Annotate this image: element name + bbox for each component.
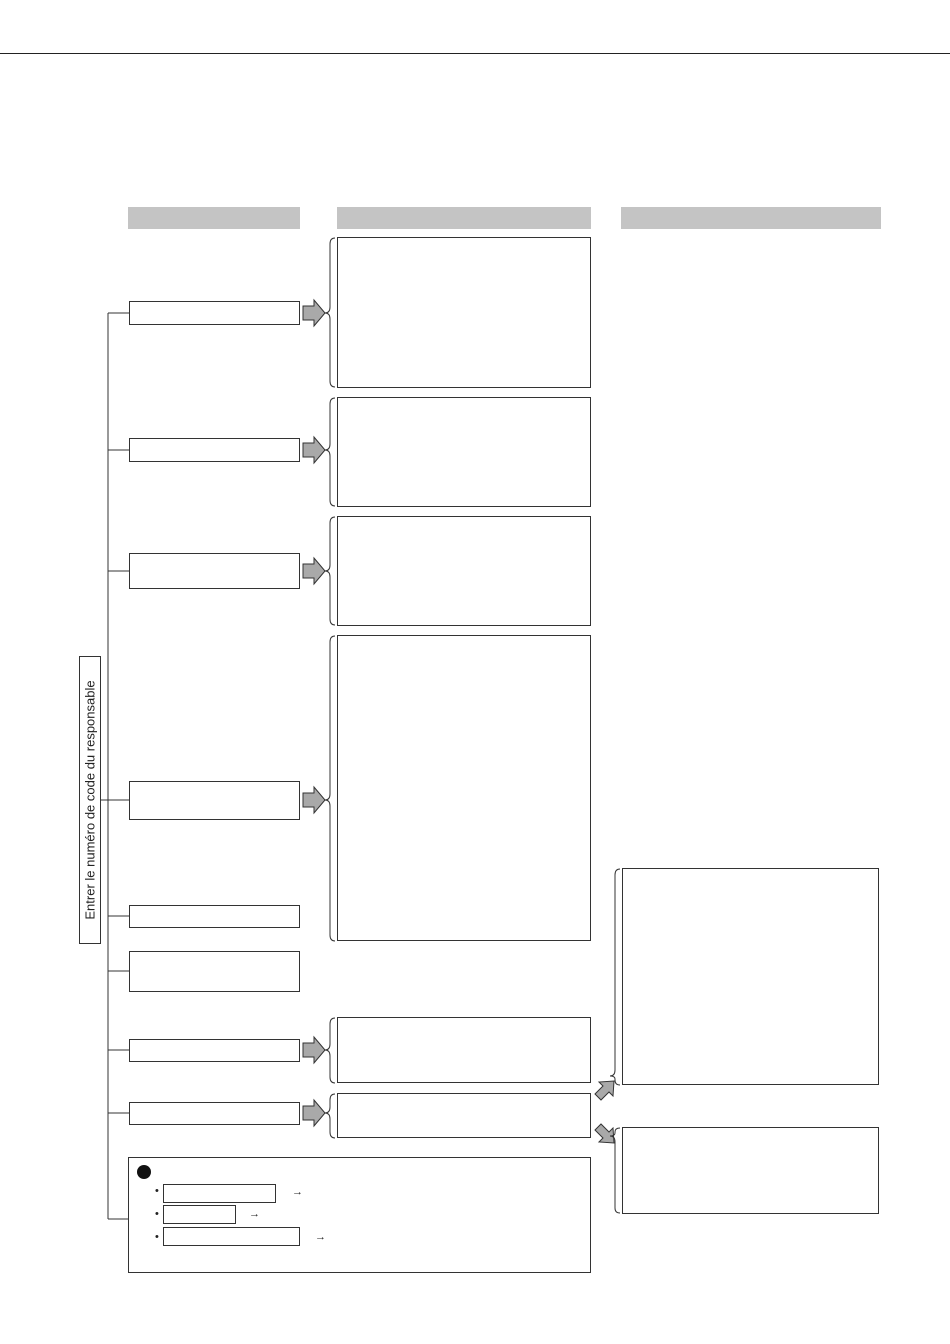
arrow-3 <box>303 558 325 584</box>
submenu-row <box>337 345 591 368</box>
submenu-row <box>337 367 591 388</box>
detail-row <box>622 1192 879 1214</box>
submenu-row <box>337 1039 591 1062</box>
submenu-row <box>337 635 591 658</box>
note-list-bullet: • <box>155 1231 159 1243</box>
submenu-row <box>337 850 591 873</box>
menu-item-4 <box>129 781 300 820</box>
arrow-down-right <box>595 1124 614 1143</box>
menu-item-3 <box>129 553 300 589</box>
menu-item-7 <box>129 1039 300 1062</box>
submenu-row <box>337 1061 591 1083</box>
submenu-row <box>337 743 591 765</box>
submenu-row <box>337 462 591 484</box>
submenu-row <box>337 1093 591 1116</box>
arrow-1 <box>303 300 325 326</box>
submenu-row <box>337 602 591 626</box>
submenu-row <box>337 721 591 744</box>
menu-item-2 <box>129 438 300 462</box>
submenu-row <box>337 1017 591 1040</box>
detail-row <box>622 868 879 890</box>
menu-item-8 <box>129 1102 300 1125</box>
note-item-box-2 <box>163 1205 236 1224</box>
menu-item-6 <box>129 951 300 992</box>
detail-row <box>622 889 879 912</box>
submenu-row <box>337 302 591 325</box>
arrow-5 <box>303 1037 325 1063</box>
arrow-6 <box>303 1100 325 1126</box>
submenu-row <box>337 397 591 420</box>
submenu-row <box>337 324 591 346</box>
detail-row <box>622 911 879 934</box>
detail-row <box>622 954 879 977</box>
detail-row <box>622 1170 879 1193</box>
note-bullet-icon <box>137 1165 151 1179</box>
submenu-row <box>337 259 591 281</box>
submenu-row <box>337 1115 591 1138</box>
menu-item-1 <box>129 301 300 325</box>
submenu-row <box>337 700 591 722</box>
arrow-right-icon: → <box>249 1208 260 1220</box>
detail-row <box>622 976 879 999</box>
submenu-row <box>337 872 591 894</box>
detail-row <box>622 1127 879 1150</box>
submenu-row <box>337 538 591 560</box>
submenu-row <box>337 581 591 603</box>
submenu-row <box>337 280 591 303</box>
detail-row <box>622 998 879 1020</box>
arrow-up-right <box>595 1081 614 1100</box>
detail-row <box>622 1041 879 1064</box>
note-list-bullet: • <box>155 1208 159 1220</box>
detail-row <box>622 1149 879 1171</box>
submenu-row <box>337 483 591 507</box>
submenu-row <box>337 764 591 787</box>
submenu-row <box>337 657 591 679</box>
note-list-bullet: • <box>155 1185 159 1197</box>
arrow-4 <box>303 787 325 813</box>
submenu-row <box>337 419 591 441</box>
note-box <box>128 1157 591 1273</box>
submenu-row <box>337 807 591 830</box>
detail-row <box>622 1063 879 1085</box>
submenu-row <box>337 559 591 582</box>
submenu-row <box>337 678 591 701</box>
submenu-row <box>337 915 591 941</box>
arrow-right-icon: → <box>292 1186 303 1198</box>
arrow-2 <box>303 437 325 463</box>
submenu-row <box>337 516 591 539</box>
vertical-label-text: Entrer le numéro de code du responsable <box>82 680 98 920</box>
submenu-row <box>337 893 591 916</box>
detail-row <box>622 1019 879 1042</box>
submenu-row <box>337 829 591 851</box>
submenu-row <box>337 786 591 808</box>
menu-item-5 <box>129 905 300 928</box>
submenu-row <box>337 237 591 260</box>
detail-row <box>622 933 879 955</box>
note-item-box-1 <box>163 1184 276 1203</box>
arrow-right-icon: → <box>315 1231 326 1243</box>
submenu-row <box>337 440 591 463</box>
note-item-box-3 <box>163 1227 300 1246</box>
